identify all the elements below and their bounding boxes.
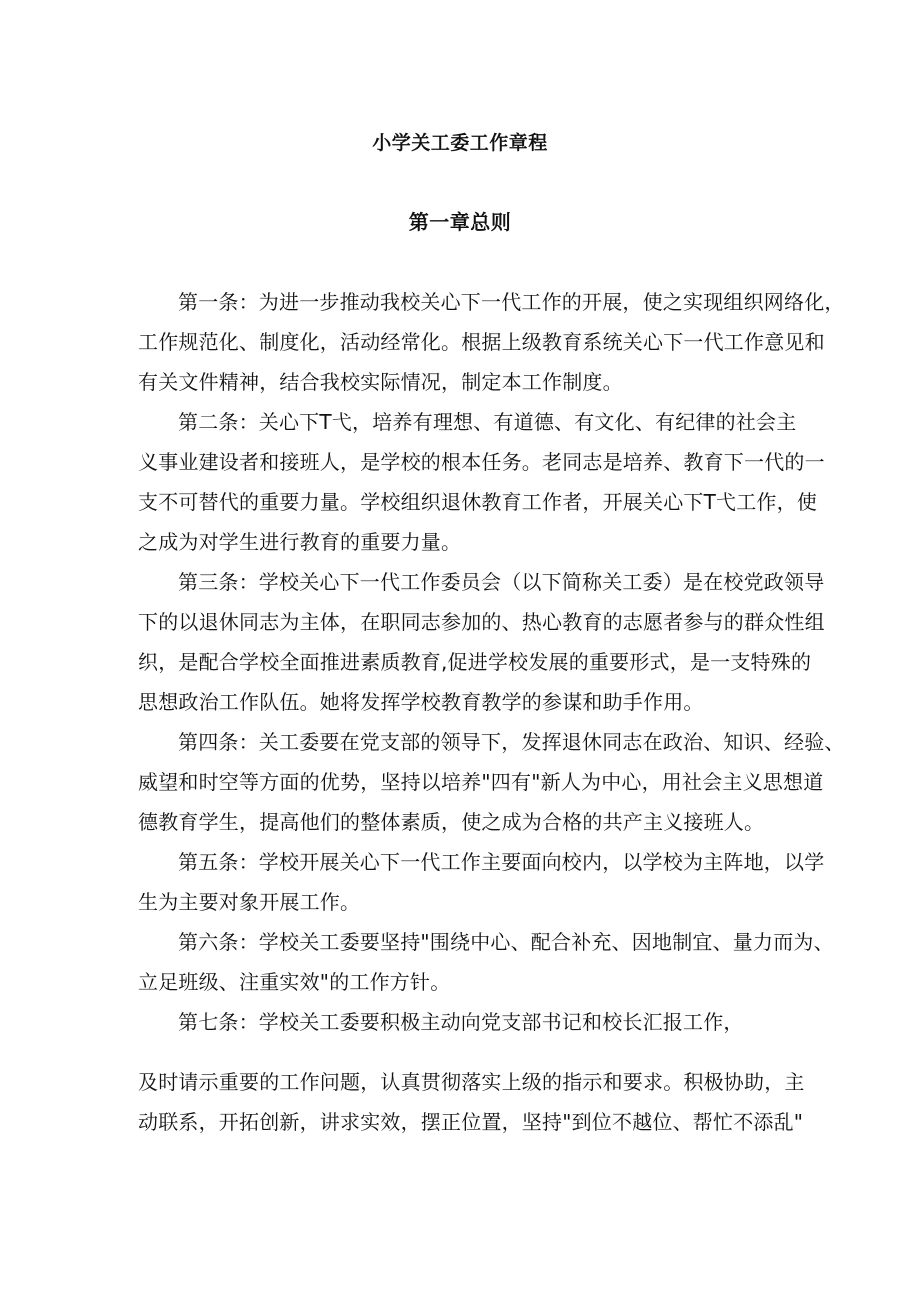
article-2-line-4: 之成为对学生进行教育的重要力量。 xyxy=(138,530,462,554)
article-7-line-2: 及时请示重要的工作问题，认真贯彻落实上级的指示和要求。积极协助，主 xyxy=(138,1070,805,1094)
article-6-line-1: 第六条：学校关工委要坚持"围绕中心、配合补充、因地制宜、量力而为、 xyxy=(178,930,834,954)
article-2-line-3: 支不可替代的重要力量。学校组织退休教育工作者，开展关心下T弋工作，使 xyxy=(138,490,818,514)
article-2-line-1: 第二条：关心下T弋，培养有理想、有道德、有文化、有纪律的社会主 xyxy=(178,410,797,434)
article-7-line-1: 第七条：学校关工委要积极主动向党支部书记和校长汇报工作， xyxy=(178,1010,744,1034)
article-6-line-2: 立足班级、注重实效"的工作方针。 xyxy=(138,970,451,994)
document-title: 小学关工委工作章程 xyxy=(372,132,548,154)
article-1-line-3: 有关文件精神，结合我校实际情况，制定本工作制度。 xyxy=(138,370,623,394)
article-4-line-2: 威望和时空等方面的优势，坚持以培养"四有"新人为中心，用社会主义思想道 xyxy=(138,770,824,794)
article-7-line-3: 动联系，开拓创新，讲求实效，摆正位置，坚持"到位不越位、帮忙不添乱" xyxy=(138,1110,804,1134)
article-4-line-1: 第四条：关工委要在党支部的领导下，发挥退休同志在政治、知识、经验、 xyxy=(178,730,845,754)
chapter-title: 第一章总则 xyxy=(408,210,512,234)
article-3-line-2: 下的以退休同志为主体，在职同志参加的、热心教育的志愿者参与的群众性组 xyxy=(138,610,825,634)
article-1-line-2: 工作规范化、制度化，活动经常化。根据上级教育系统关心下一代工作意见和 xyxy=(138,330,825,354)
article-3-line-4: 思想政治工作队伍。她将发挥学校教育教学的参谋和助手作用。 xyxy=(138,690,704,714)
article-3-line-3: 织，是配合学校全面推进素质教育,促进学校发展的重要形式，是一支特殊的 xyxy=(138,650,812,674)
article-2-line-2: 义事业建设者和接班人，是学校的根本任务。老同志是培养、教育下一代的一 xyxy=(138,450,825,474)
article-3-line-1: 第三条：学校关心下一代工作委员会（以下简称关工委）是在校党政领导 xyxy=(178,570,825,594)
article-5-line-2: 生为主要对象开展工作。 xyxy=(138,890,361,914)
article-1-line-1: 第一条：为进一步推动我校关心下一代工作的开展，使之实现组织网络化， xyxy=(178,290,845,314)
article-4-line-3: 德教育学生，提高他们的整体素质，使之成为合格的共产主义接班人。 xyxy=(138,810,765,834)
article-5-line-1: 第五条：学校开展关心下一代工作主要面向校内，以学校为主阵地，以学 xyxy=(178,850,825,874)
